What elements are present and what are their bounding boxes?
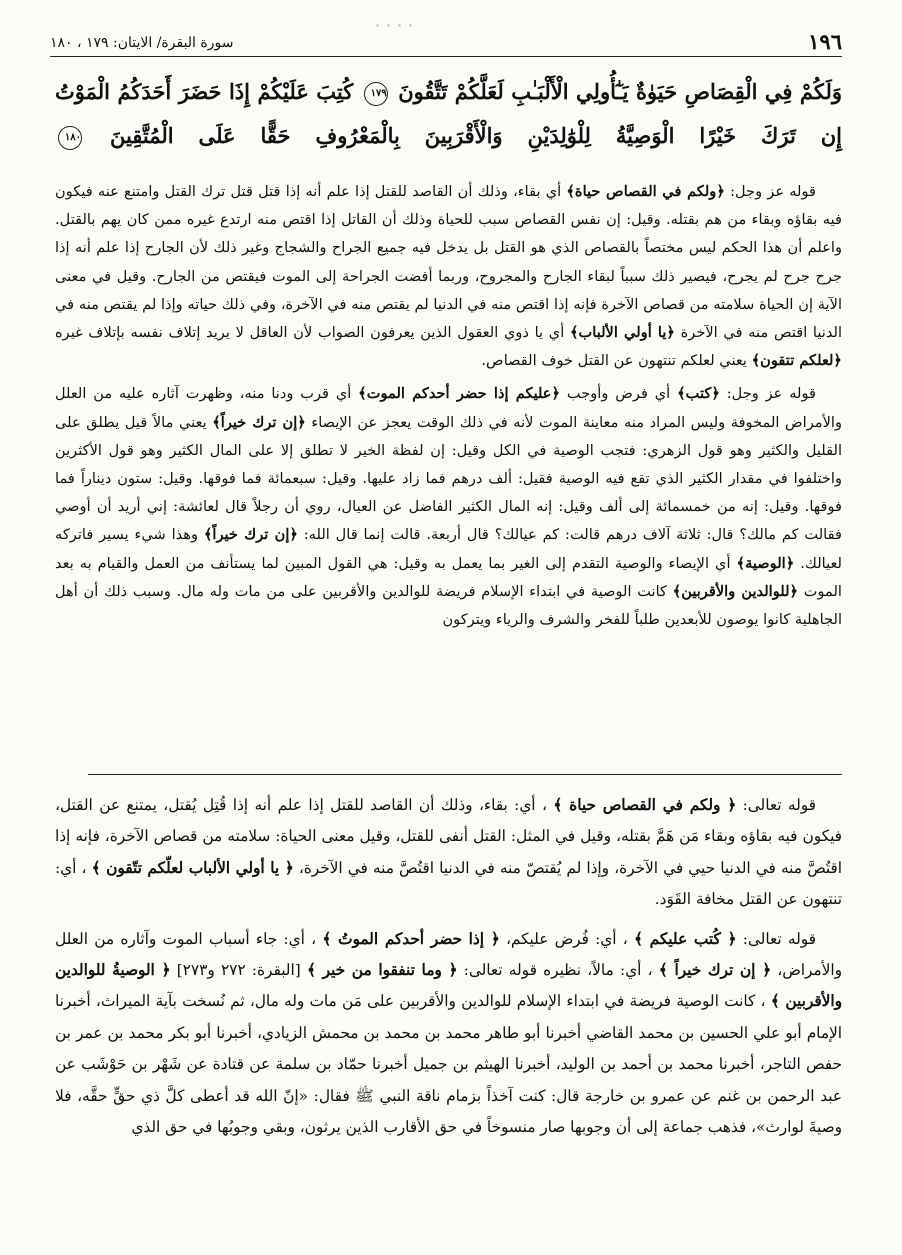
quran-verses: [55, 70, 842, 174]
quoted-verse: ﴿كتب﴾: [677, 385, 720, 403]
verse-reference: [البقرة: ٢٧٢ و٢٧٣]: [176, 961, 301, 980]
quran-line-1: [55, 70, 842, 114]
quoted-verse: ﴿ولكم في القصاص حياة﴾: [566, 183, 725, 200]
verse-180-text-end: إِن تَرَكَ خَيْرًا الْوَصِيَّةُ لِلْوَٰلِدَيْنِ وَالْأَقْرَبِينَ بِالْمَعْرُوفِ حَقًّا عَلَى الْمُتَّقِينَ: [109, 123, 843, 148]
text-run: أي فرض وأوجب: [566, 385, 671, 403]
verse-179-text: وَلَكُمْ فِي الْقِصَاصِ حَيَوٰةٌ يَـٰٓأُولِي الْأَلْبَـٰبِ لَعَلَّكُمْ تَتَّقُونَ: [398, 79, 843, 104]
text-run: أي يا ذوي العقول الذين يعرفون الصواب لأن العاقل لا يريد إتلاف نفسه بإتلاف غيره: [55, 324, 565, 342]
quoted-verse: ﴿يا أولي الألباب﴾: [569, 324, 675, 342]
text-run: ، كانت الوصية فريضة في ابتداء الإسلام للوالدين والأقربين على مَن مات وله مال، ثم نُسخت بآية الميراث، أخبرنا الإمام أبو علي الحسين بن محمد القاضي أخبرنا أبو طاهر محمد بن محمد بن محمش الزيادي، أخبرنا أبو بكر محمد بن عمر بن حفص التاجر، أخبرنا محمد بن أحمد بن الوليد، أخبرنا الهيثم بن جميل أخبرنا حمّاد بن سلمة عن قتادة عن شَهْر بن حَوْشَب عن عبد الرحمن بن غنم عن عمرو بن خارجة قال: كنت آخذاً بزمام ناقة النبي ﷺ فقال: «إنّ الله قد أعطى كلَّ ذي حقٍّ حقَّه، فلا وصيةَ لوارث»، فذهب جماعة إلى أن وجوبها صار منسوخاً في حق الأقارب الذين يرثون، وبقي وجوبُها في حق الذي: [55, 992, 842, 1137]
main-commentary: [55, 178, 842, 766]
footnote-paragraph-2: [55, 924, 842, 1144]
text-run: يعني مالاً قيل يطلق على القليل والكثير وهو قول الزهري: فتجب الوصية في الكل وقيل: إن لفظة الخير لا تطلق إلا على المال الكثير وهو قول الأكثرين واختلفوا في مقدار الكثير الذي تقع فيه الوصية فقيل: ألف درهم فما زاد عليها. وقيل: سبعمائة فما فوقها. وقيل: ستون ديناراً فما فوقها. وقيل: إنه من خمسمائة إلى ألف وقيل: إنه المال الكثير الفاضل عن العيال، روي أن رجلاً قال لعائشة: إني أريد أن أوصي فقالت كم مالك؟ قال: ثلاثة آلاف درهم قالت: كم عيالك؟ قال أربعة. قالت إنما قال الله:: [55, 413, 842, 544]
page-number: ١٩٦: [808, 29, 842, 54]
text-run: ، أي: بقاء، وذلك أن القاصد للقتل إذا علم أنه إذا قُتِل يُقتل، يمتنع عن القتل، فيكون فيه بقاؤه وبقاء مَن هَمَّ بقتله، وقيل في المثل: القتل أنفى للقتل، وقيل معنى الحياة: سلامته من قصاص الآخرة، فإنه إذا اقتُصَّ منه في الدنيا حيي في الآخرة، وإذا لم يُقتصّ منه في الدنيا اقتُصَّ منه في الآخرة،: [55, 796, 842, 877]
text-run: قوله تعالى:: [742, 929, 816, 948]
page-speckles: [360, 12, 420, 18]
text-run: ، أي: تنتهون عن القتل مخافة القَوَد.: [55, 858, 842, 909]
quoted-verse: ﴿إن ترك خيراً﴾: [212, 413, 306, 431]
text-run: ، أي: جاء أسباب الموت وآثاره من العلل والأمراض،: [55, 929, 842, 980]
footnote-paragraph-1: [55, 790, 842, 916]
quoted-verse: ﴿ الوصيةُ للوالدين والأقربين ﴾: [55, 961, 842, 1011]
text-run: قوله عز وجل:: [730, 183, 817, 200]
quoted-verse: ﴿للوالدين والأقربين﴾: [672, 582, 799, 600]
text-run: أي قرب ودنا منه، وظهرت آثاره عليه من العلل والأمراض المخوفة وليس المراد منه معاينة الموت لأنه في ذلك الوقت يعجز عن الإيصاء: [55, 385, 842, 431]
quoted-verse: ﴿ يا أولي الألباب لعلّكم تتّقون ﴾: [91, 858, 294, 877]
commentary-paragraph-2: [55, 380, 842, 634]
commentary-paragraph-1: [55, 178, 842, 375]
quoted-verse: ﴿ إن ترك خيراً ﴾: [658, 961, 772, 980]
quoted-verse: ﴿ إذا حضر أحدكم الموتُ ﴾: [322, 929, 500, 948]
quoted-verse: ﴿ كُتب عليكم ﴾: [633, 929, 737, 948]
verse-180-text-start: كُتِبَ عَلَيْكُمْ إِذَا حَضَرَ أَحَدَكُمُ الْمَوْتُ: [55, 79, 354, 104]
text-run: ، أي: فُرض عليكم،: [505, 929, 628, 948]
text-run: أي الإيصاء والوصية التقدم إلى الغير بما يعمل به وقيل: هي القول المبين لما يستأنف من العمل والقيام به بعد الموت: [55, 554, 842, 600]
text-run: يعني لعلكم تنتهون عن القتل خوف القصاص.: [481, 352, 747, 370]
quoted-verse: ﴿ وما تنفقوا من خير ﴾: [306, 961, 458, 980]
text-run: قوله تعالى:: [742, 796, 816, 814]
quoted-verse: ﴿عليكم إذا حضر أحدكم الموت﴾: [358, 385, 561, 403]
quoted-verse: ﴿لعلكم تتقون﴾: [751, 352, 842, 370]
text-run: أي بقاء، وذلك أن القاصد للقتل إذا علم أنه إذا قتل قتل ترك القتل وامتنع عنه فيكون فيه بقاؤه وبقاء من هم بقتله. وقيل: إن نفس القصاص سبب للحياة وذلك أن القاتل إذا اقتص منه ارتدع غيره ممن كان يهم بالقتل. واعلم أن هذا الحكم ليس مختصاً بالقصاص الذي هو القتل بل يدخل فيه جميع الجراح والشجاج وغير ذلك لأن الجارح إذا علم أنه إذا جرح جرح لم يجرح، فيصير ذلك سبباً لبقاء الجارح والمجروح، وربما أفضت الجراحة إلى الموت فيقتص من الجارح. وقيل في معنى الآية إن الحياة سلامته من قصاص الآخرة فإنه إذا اقتص منه في الدنيا لم يقتص منه في الآخرة، وفي ذلك حياته وإذا لم يقتص منه في الدنيا اقتص منه في الآخرة: [55, 183, 842, 342]
quoted-verse: ﴿إن ترك خيراً﴾: [203, 526, 298, 544]
quoted-verse: ﴿ ولكم في القصاص حياة ﴾: [553, 796, 737, 814]
section-divider: [88, 774, 842, 775]
text-run: كانت الوصية في ابتداء الإسلام فريضة للوالدين والأقربين على من مات وله مال. وسبب ذلك أن أهل الجاهلية كانوا يوصون للأبعدين طلباً للفخر والشرف والرياء ويتركون: [55, 582, 842, 629]
quoted-verse: ﴿الوصية﴾: [736, 554, 795, 572]
verse-number-179: ١٧٩: [364, 82, 388, 106]
text-run: وهذا شيء يسير فاتركه لعيالك.: [55, 526, 842, 572]
text-run: قوله عز وجل:: [726, 385, 816, 403]
verse-number-180: ١٨٠: [58, 126, 82, 150]
running-title: سورة البقرة/ الايتان: ١٧٩ ، ١٨٠: [50, 35, 234, 51]
bottom-commentary: [55, 790, 842, 1240]
quran-line-2: [55, 114, 842, 158]
text-run: ، أي: مالاً، نظيره قوله تعالى:: [463, 961, 653, 980]
page-header: [50, 30, 842, 57]
